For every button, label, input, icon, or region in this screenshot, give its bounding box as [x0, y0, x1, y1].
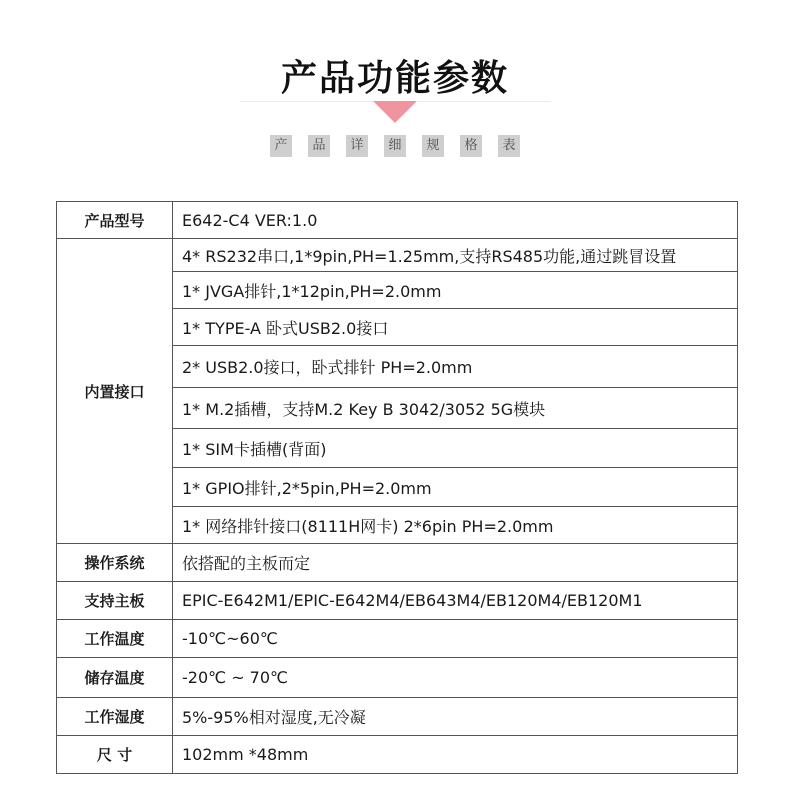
work-temp-value: -10℃~60℃ — [173, 620, 738, 658]
interface-item: 4* RS232串口,1*9pin,PH=1.25mm,支持RS485功能,通过跳冒设置 — [173, 239, 738, 272]
table-row — [57, 698, 738, 736]
table-row — [57, 620, 738, 658]
interface-item: 1* JVGA排针,1*12pin,PH=2.0mm — [173, 272, 738, 309]
os-value: 依搭配的主板而定 — [173, 544, 738, 582]
humidity-value: 5%-95%相对湿度,无冷凝 — [173, 698, 738, 736]
subtitle-char: 详 — [346, 135, 368, 157]
table-row — [57, 202, 738, 239]
boards-label: 支持主板 — [57, 582, 173, 620]
table-row — [57, 582, 738, 620]
title-divider-left — [240, 101, 373, 102]
title-divider-right — [418, 101, 551, 102]
model-value: E642-C4 VER:1.0 — [173, 202, 738, 239]
subtitle — [0, 135, 790, 159]
humidity-label: 工作湿度 — [57, 698, 173, 736]
interface-item: 1* GPIO排针,2*5pin,PH=2.0mm — [173, 468, 738, 507]
table-row — [57, 736, 738, 774]
interface-item: 1* TYPE-A 卧式USB2.0接口 — [173, 309, 738, 346]
subtitle-char: 规 — [422, 135, 444, 157]
interface-item: 2* USB2.0接口，卧式排针 PH=2.0mm — [173, 346, 738, 388]
subtitle-char: 表 — [498, 135, 520, 157]
page-title: 产品功能参数 — [280, 58, 509, 99]
table-row — [57, 544, 738, 582]
size-label: 尺 寸 — [57, 736, 173, 774]
work-temp-label: 工作温度 — [57, 620, 173, 658]
subtitle-char: 格 — [460, 135, 482, 157]
interface-item: 1* 网络排针接口(8111H网卡) 2*6pin PH=2.0mm — [173, 507, 738, 544]
storage-temp-label: 储存温度 — [57, 658, 173, 698]
table-row — [57, 239, 738, 272]
interface-item: 1* M.2插槽，支持M.2 Key B 3042/3052 5G模块 — [173, 388, 738, 429]
subtitle-char: 细 — [384, 135, 406, 157]
pink-triangle-marker — [373, 101, 417, 123]
interfaces-label: 内置接口 — [57, 239, 173, 544]
storage-temp-value: -20℃ ~ 70℃ — [173, 658, 738, 698]
interface-item: 1* SIM卡插槽(背面) — [173, 429, 738, 468]
subtitle-char: 品 — [308, 135, 330, 157]
table-row — [57, 658, 738, 698]
spec-table — [56, 201, 738, 774]
model-label: 产品型号 — [57, 202, 173, 239]
boards-value: EPIC-E642M1/EPIC-E642M4/EB643M4/EB120M4/EB120M1 — [173, 582, 738, 620]
os-label: 操作系统 — [57, 544, 173, 582]
size-value: 102mm *48mm — [173, 736, 738, 774]
subtitle-char: 产 — [270, 135, 292, 157]
